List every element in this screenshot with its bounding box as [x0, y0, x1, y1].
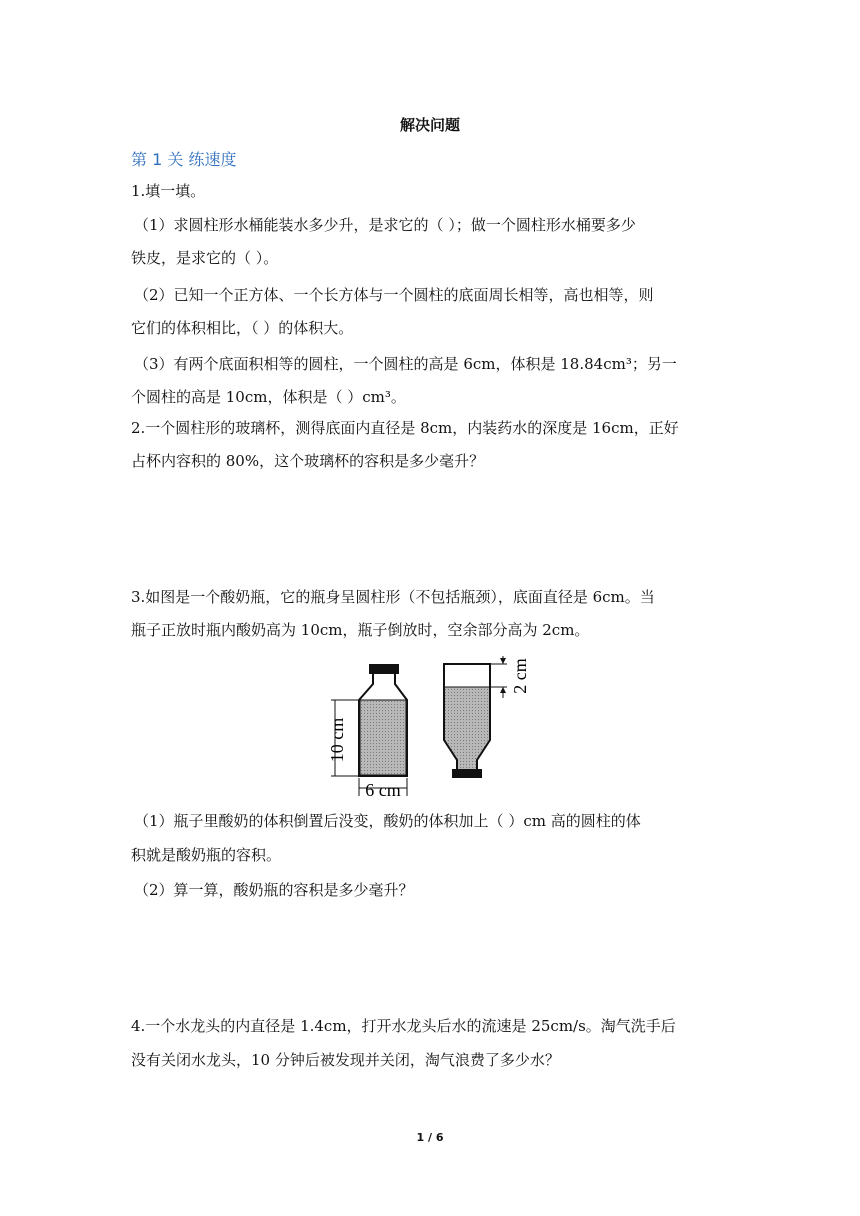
yogurt-bottle-figure [325, 656, 545, 801]
page-number: 1 / 6 [416, 1131, 444, 1144]
q2-line2: 占杯内容积的 80%，这个玻璃杯的容积是多少毫升？ [131, 452, 485, 470]
q2-line1: 2.一个圆柱形的玻璃杯，测得底面内直径是 8cm，内装药水的深度是 16cm，正好 [131, 419, 679, 437]
q3-part1-line1: （1）瓶子里酸奶的体积倒置后没变，酸奶的体积加上（ ）cm 高的圆柱的体 [134, 812, 641, 830]
q4-line2: 没有关闭水龙头，10 分钟后被发现并关闭，淘气浪费了多少水？ [131, 1051, 560, 1069]
q3-line1: 3.如图是一个酸奶瓶，它的瓶身呈圆柱形（不包括瓶颈），底面直径是 6cm。当 [131, 588, 655, 606]
q1-part3-line2: 个圆柱的高是 10cm，体积是（ ）cm³。 [131, 388, 406, 406]
upright-bottle [359, 664, 407, 776]
q1-part1-line2: 铁皮，是求它的（ ）。 [131, 249, 279, 267]
empty-height-label: 2 cm [510, 658, 531, 694]
q4-line1: 4.一个水龙头的内直径是 1.4cm，打开水龙头后水的流速是 25cm/s。淘气洗手后 [131, 1017, 676, 1035]
q3-line2: 瓶子正放时瓶内酸奶高为 10cm，瓶子倒放时，空余部分高为 2cm。 [131, 621, 590, 639]
q1-part3-line1: （3）有两个底面积相等的圆柱，一个圆柱的高是 6cm，体积是 18.84cm³；另一 [134, 355, 677, 373]
q3-part2: （2）算一算，酸奶瓶的容积是多少毫升？ [134, 881, 414, 899]
inverted-bottle [444, 664, 490, 778]
page-title: 解决问题 [399, 116, 460, 134]
q3-part1-line2: 积就是酸奶瓶的容积。 [131, 846, 282, 864]
q1-part2-line2: 它们的体积相比，（ ）的体积大。 [131, 319, 354, 337]
width-label: 6 cm [365, 780, 401, 800]
height-label: 10 cm [327, 717, 348, 763]
section-heading: 第 1 关 练速度 [131, 150, 237, 169]
q1-part1-line1: （1）求圆柱形水桶能装水多少升，是求它的（ ）；做一个圆柱形水桶要多少 [134, 216, 636, 234]
q1-stem: 1.填一填。 [131, 182, 206, 200]
q1-part2-line1: （2）已知一个正方体、一个长方体与一个圆柱的底面周长相等，高也相等，则 [134, 286, 654, 304]
